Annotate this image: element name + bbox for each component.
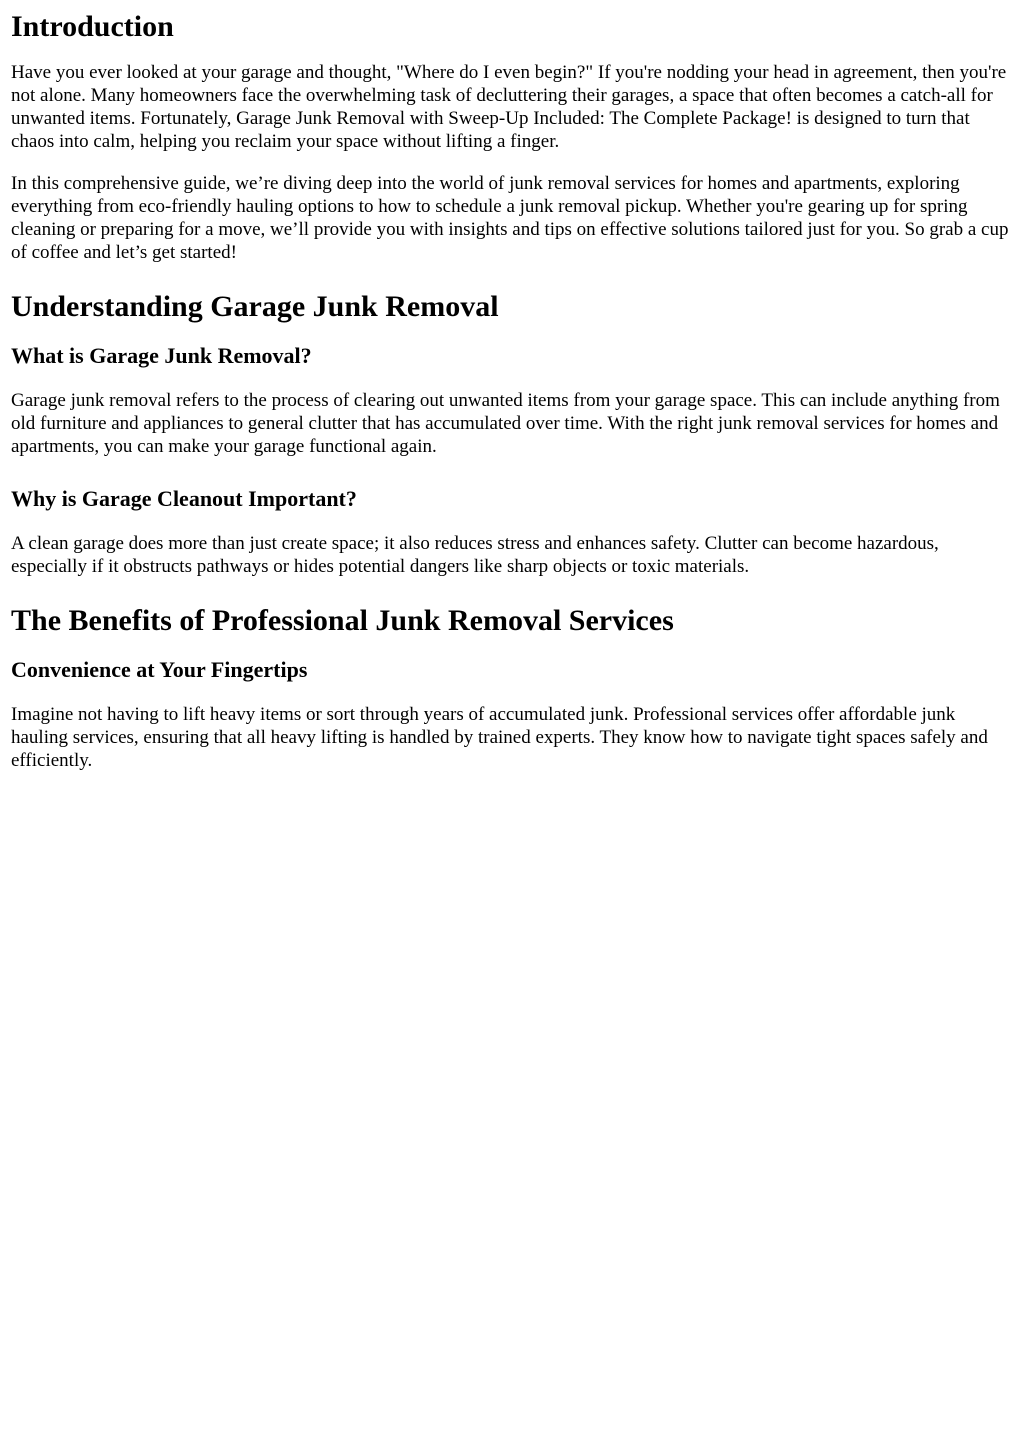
intro-paragraph-2: In this comprehensive guide, we’re diving deep into the world of junk removal services for homes and apartments, exploring everything from eco-friendly hauling options to how to schedule a junk removal pickup. Whether you're gearing up for spring cleaning or preparing for a move, we’ll provide you with insights and tips on effective solutions tailored just for you. So grab a cup of coffee and let’s get started! <box>11 173 1009 263</box>
why-cleanout-heading: Why is Garage Cleanout Important? <box>11 486 357 511</box>
document-page <box>0 10 1024 772</box>
understanding-heading: Understanding Garage Junk Removal <box>11 290 499 323</box>
benefits-heading: The Benefits of Professional Junk Removal Services <box>11 604 674 637</box>
convenience-heading: Convenience at Your Fingertips <box>11 657 308 682</box>
intro-paragraph-1: Have you ever looked at your garage and thought, "Where do I even begin?" If you're nodding your head in agreement, then you're not alone. Many homeowners face the overwhelming task of decluttering their garages, a space that often becomes a catch-all for unwanted items. Fortunately, Garage Junk Removal with Sweep-Up Included: The Complete Package! is designed to turn that chaos into calm, helping you reclaim your space without lifting a finger. <box>11 62 1007 152</box>
why-cleanout-paragraph: A clean garage does more than just create space; it also reduces stress and enhances safety. Clutter can become hazardous, especially if it obstructs pathways or hides potential dangers like sharp objects or toxic materials. <box>11 533 939 577</box>
what-is-heading: What is Garage Junk Removal? <box>11 343 312 368</box>
what-is-paragraph: Garage junk removal refers to the process of clearing out unwanted items from your garage space. This can include anything from old furniture and appliances to general clutter that has accumulated over time. With the right junk removal services for homes and apartments, you can make your garage functional again. <box>11 390 1000 457</box>
intro-heading: Introduction <box>11 10 174 43</box>
convenience-paragraph: Imagine not having to lift heavy items or sort through years of accumulated junk. Professional services offer affordable junk hauling services, ensuring that all heavy lifting is handled by trained experts. They know how to navigate tight spaces safely and efficiently. <box>11 704 988 771</box>
